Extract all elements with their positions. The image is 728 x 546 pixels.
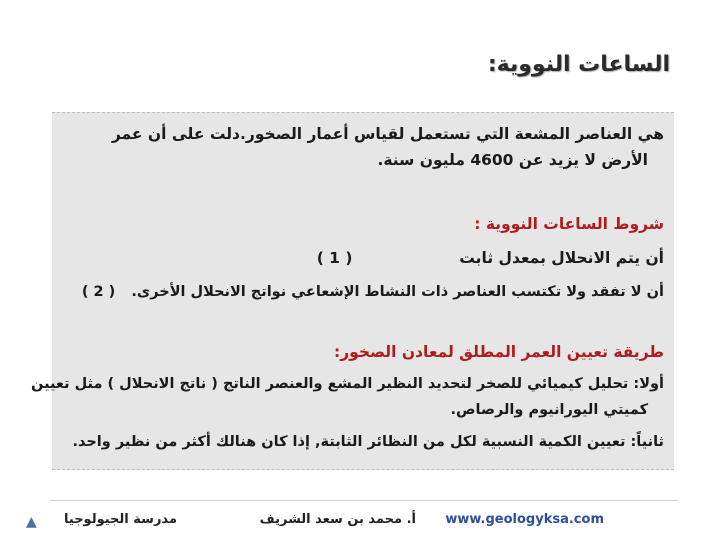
footer-author: أ. محمد بن سعد الشريف — [259, 512, 416, 527]
conditions-heading: شروط الساعات النووية : — [474, 215, 664, 233]
footer-site[interactable] — [445, 512, 604, 534]
method-second-line: ثانياً: تعيين الكمية النسبية لكل من النظائر الثابتة, إذا كان هنالك أكثر من نظير واحد. — [72, 434, 664, 450]
condition-1-text: أن يتم الانحلال بمعدل ثابت — [459, 249, 664, 267]
definition-line-1: هي العناصر المشعة التي تستعمل لقياس أعمار الصخور.دلت على أن عمر — [111, 125, 664, 143]
condition-1 — [52, 245, 664, 271]
condition-2-number: ( 2 ) — [81, 284, 116, 300]
definition-line-2: الأرض لا يزيد عن 4600 مليون سنة. — [377, 151, 648, 169]
footer-school: مدرسة الجيولوجيا — [64, 512, 177, 527]
condition-2-text: أن لا تفقد ولا تكتسب العناصر ذات النشاط الإشعاعي نواتج الانحلال الأخرى. — [131, 284, 664, 300]
condition-2 — [52, 279, 664, 305]
footer-divider — [50, 500, 678, 501]
slide-title: الساعات النووية: — [487, 52, 670, 77]
method-first-line-1: أولا: تحليل كيميائي للصخر لتحديد النظير المشع والعنصر الناتج ( ناتج الانحلال ) مثل تعيين — [31, 376, 664, 392]
site-link[interactable]: www.geologyksa.com — [445, 512, 604, 527]
slide-marker-icon: ▲ — [26, 514, 37, 530]
condition-1-number: ( 1 ) — [316, 249, 353, 267]
method-heading: طريقة تعيين العمر المطلق لمعادن الصخور: — [334, 343, 664, 361]
method-first-line-2: كميتي اليورانيوم والرصاص. — [450, 402, 648, 418]
content-panel — [31, 112, 674, 470]
